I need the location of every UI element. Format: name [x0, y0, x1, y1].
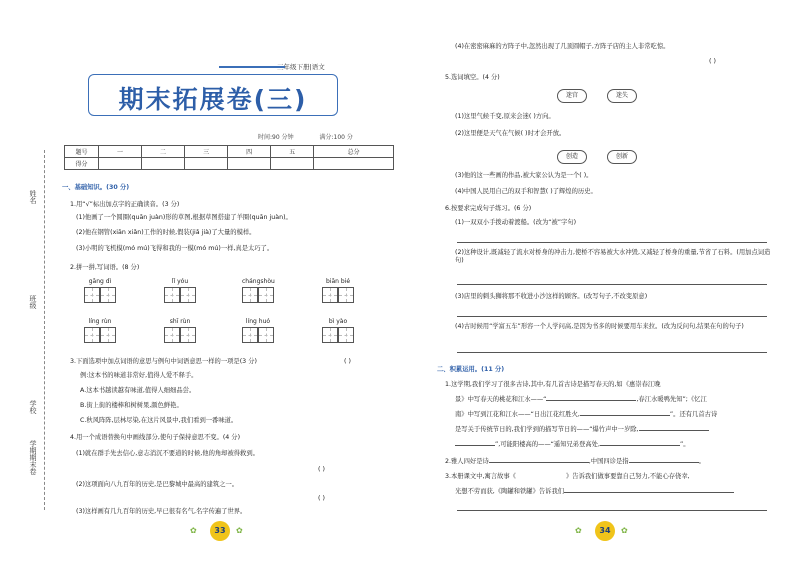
- write-box[interactable]: [100, 327, 116, 343]
- question-3: 3.下面选项中加点词语的意思与例句中词语意思一样的一项是(3 分): [70, 358, 257, 365]
- fill-blank[interactable]: [580, 415, 670, 416]
- title-ornament: [219, 66, 285, 72]
- pinyin-label: bì yào: [328, 318, 348, 325]
- text-span: 》告诉我们做事要靠自己努力,不能心存侥幸,: [565, 473, 690, 480]
- text-span: 是写关于传统节日的,我们学到的描写节日的——“爆竹声中一岁除,: [455, 426, 639, 433]
- score-input-cell[interactable]: [314, 158, 394, 170]
- pinyin-label: biān bié: [325, 278, 351, 285]
- score-cell: 五: [271, 146, 314, 158]
- question-4: 4.用一个成语替换句中画线部分,使句子保持意思不变。(4 分): [70, 434, 241, 441]
- write-box[interactable]: [242, 327, 258, 343]
- question-3-example: 例:这本书的味道非常好,值得人爱不释手。: [80, 372, 198, 379]
- fill-blank[interactable]: [639, 430, 709, 431]
- question-6-2: (2)这种设计,既减轻了流水对桥身的冲击力,使桥不容易被大水冲毁,又减轻了桥身的重量,节省了石料。(用加点词造句): [455, 249, 771, 264]
- question-6: 6.按要求完成句子练习。(6 分): [445, 205, 532, 212]
- score-table-row: [65, 158, 394, 170]
- text-span: 光想不劳而获,《陶罐和铁罐》告诉我们: [455, 488, 565, 495]
- write-box[interactable]: [100, 287, 116, 303]
- page-number: 33: [210, 521, 230, 541]
- question-1-3: (3)小明的飞机模(mó mú)飞得和我的一模(mó mú)一样,真是太巧了。: [76, 245, 274, 252]
- text-span: 3.本册课文中,寓言故事《: [445, 473, 516, 480]
- pinyin-grid: [164, 318, 196, 343]
- question-4-3: (3)这样画有几九百年的历史,早已很有名气,名字传遍了世界。: [76, 508, 247, 515]
- text-span: ”,可能阳楼高的——“遥知兄弟登高处,: [495, 441, 600, 448]
- accum-3-line-2: [455, 488, 734, 496]
- score-input-cell[interactable]: [271, 158, 314, 170]
- score-cell: 总分: [314, 146, 394, 158]
- score-cell: 二: [142, 146, 185, 158]
- text-span: 景》中写春天的桃花和江水——“: [455, 396, 547, 403]
- text-span: ”。还有几首古诗: [669, 411, 718, 418]
- pinyin-grid: [242, 278, 275, 303]
- score-table-header: [65, 146, 394, 158]
- question-5-2: (2)这里便是天气在气候( )时才会开放。: [455, 130, 566, 137]
- score-cell: 题号: [65, 146, 99, 158]
- fill-blank[interactable]: [564, 492, 734, 493]
- write-box[interactable]: [322, 287, 338, 303]
- accum-1-line-4: [455, 426, 709, 434]
- name-label: 姓名: [29, 190, 37, 204]
- write-box[interactable]: [258, 327, 274, 343]
- write-box[interactable]: [84, 287, 100, 303]
- question-6-1: (1)一双双小手拨动着渡船。(改为“被”字句): [455, 219, 577, 226]
- write-box[interactable]: [338, 327, 354, 343]
- grade-tag: 三年级下册|语文: [277, 63, 325, 71]
- fill-blank[interactable]: [546, 400, 636, 401]
- question-2: 2.拼一拼,写词语。(8 分): [70, 264, 140, 271]
- score-input-cell[interactable]: [142, 158, 185, 170]
- score-table: [64, 145, 394, 170]
- accum-1-line-2: [455, 396, 707, 404]
- answer-line[interactable]: [457, 352, 767, 353]
- question-3-option-c[interactable]: C.秋风阵阵,层林尽染,在这片风景中,我们看到一番味道。: [80, 417, 238, 424]
- fill-blank[interactable]: [455, 445, 495, 446]
- title-banner: [88, 74, 338, 116]
- answer-line[interactable]: [457, 284, 767, 285]
- question-5-4: (4)中国人民用自己的双手和智慧( )了辉煌的历史。: [455, 188, 597, 195]
- accum-1-line-1: 1.这学期,我们学习了很多古诗,其中,有几首古诗是描写春天的,如《惠崇春江晚: [445, 381, 661, 388]
- score-input-cell[interactable]: [99, 158, 142, 170]
- exam-full-score: 满分:100 分: [319, 134, 353, 141]
- question-1-2: (2)他在钢管(xiān xiǎn)工作的时候,假装(jiǎ jià)了大量的模样。: [76, 229, 256, 236]
- accum-1-line-5: [455, 441, 690, 449]
- question-6-4: (4)古时候用“学富五车”形容一个人学问高,是因为书多的时候要用车来拉。(改为反问句,结果在句的句子): [455, 323, 744, 330]
- text-span: ,中国四诊是指: [588, 458, 629, 465]
- write-box[interactable]: [164, 287, 180, 303]
- question-6-3: (3)店里的刺头狮将那不收进小沙这样的顾客。(改写句子,不改变原意): [455, 293, 648, 300]
- pinyin-label: gāng dì: [88, 278, 112, 285]
- question-4-2: (2)这项面向八九百年的历史,是巴黎城中最高的建筑之一。: [76, 481, 239, 488]
- text-span: 南》中写到江花和江水——“日出江花红胜火,: [455, 411, 580, 418]
- score-input-cell[interactable]: [185, 158, 228, 170]
- score-cell: 得分: [65, 158, 99, 170]
- fill-blank[interactable]: [489, 462, 589, 463]
- question-5: 5.选词填空。(4 分): [445, 74, 500, 81]
- write-box[interactable]: [84, 327, 100, 343]
- answer-paren[interactable]: ( ): [318, 466, 325, 473]
- answer-paren[interactable]: ( ): [344, 358, 351, 365]
- question-5-1: (1)这里气候千变,原来会迷( )方向。: [455, 113, 555, 120]
- pinyin-label: líng huó: [245, 318, 271, 325]
- write-box[interactable]: [338, 287, 354, 303]
- pinyin-label: lǐ yóu: [171, 278, 189, 285]
- answer-line[interactable]: [457, 242, 767, 243]
- write-box[interactable]: [164, 327, 180, 343]
- write-box[interactable]: [242, 287, 258, 303]
- word-option: 迷失: [607, 89, 637, 103]
- pinyin-label: shī rùn: [169, 318, 191, 325]
- fill-blank[interactable]: [629, 462, 699, 463]
- flower-icon: ✿: [575, 526, 582, 535]
- binding-strip: [0, 0, 58, 562]
- question-3-option-b[interactable]: B.街上街的楼棒和树树果,颜色鲜艳。: [80, 402, 183, 409]
- score-cell: 三: [185, 146, 228, 158]
- answer-line[interactable]: [457, 510, 767, 511]
- question-4-4: (4)在密密麻麻的方阵子中,忽然出现了几顶圆帽子,方阵子店的主人非常吃惊。: [455, 43, 670, 50]
- class-label: 班级: [29, 295, 37, 309]
- school-label: 学校: [29, 400, 37, 414]
- question-1: 1.用“√”标出加点字的正确读音。(3 分): [70, 201, 180, 208]
- write-box[interactable]: [322, 327, 338, 343]
- exam-info: [258, 132, 377, 141]
- pinyin-grid: [164, 278, 196, 303]
- text-span: 。: [698, 458, 705, 465]
- score-cell: 四: [228, 146, 271, 158]
- pinyin-grid: [84, 278, 116, 303]
- score-cell: 一: [99, 146, 142, 158]
- question-3-option-a[interactable]: A.这本书越读越有味道,值得人细细品尝。: [80, 387, 196, 394]
- write-box[interactable]: [180, 287, 196, 303]
- flower-icon: ✿: [190, 526, 197, 535]
- page-number: 34: [595, 521, 615, 541]
- word-option: 创造: [557, 150, 587, 164]
- accum-2: [445, 458, 705, 466]
- score-input-cell[interactable]: [228, 158, 271, 170]
- pinyin-grid: [322, 318, 354, 343]
- pinyin-grid: [242, 318, 274, 343]
- accum-3-line-1: [445, 473, 690, 481]
- binding-line: [44, 150, 45, 510]
- exam-time: 时间:90 分钟: [258, 134, 294, 141]
- flower-icon: ✿: [236, 526, 243, 535]
- page-title: 期末拓展卷(三): [118, 85, 308, 114]
- section-2-heading: 二、积累运用。(11 分): [437, 366, 505, 373]
- pinyin-label: líng rùn: [88, 318, 112, 325]
- question-4-1: (1)就在群手先去信心,意志消沉不要道的时候,他的角却被得救到。: [76, 450, 259, 457]
- word-option: 迷宫: [557, 89, 587, 103]
- pinyin-grid: [84, 318, 116, 343]
- question-1-1: (1)他画了一个圆圈(quān juàn)形的草图,根据草图搭建了羊圈(quān juàn)。: [76, 214, 292, 221]
- accum-1-line-3: [455, 411, 717, 419]
- flower-icon: ✿: [621, 526, 628, 535]
- pinyin-grid: [322, 278, 354, 303]
- section-1-heading: 一、基础知识。(30 分): [62, 184, 130, 191]
- answer-line[interactable]: [457, 316, 767, 317]
- answer-paren[interactable]: ( ): [709, 58, 716, 65]
- text-span: 2.雅人四好是诗: [445, 458, 489, 465]
- fill-blank[interactable]: [600, 445, 680, 446]
- answer-paren[interactable]: ( ): [318, 495, 325, 502]
- write-box[interactable]: [258, 287, 274, 303]
- word-option: 创新: [607, 150, 637, 164]
- text-span: ,春江水暖鸭先知”;《忆江: [636, 396, 707, 403]
- write-box[interactable]: [180, 327, 196, 343]
- book-label: 学期期末卷: [29, 440, 37, 475]
- question-5-3: (3)他的这一些画的作品,被大家公认为是一个( )。: [455, 172, 593, 179]
- text-span: ”。: [679, 441, 690, 448]
- pinyin-label: chángshòu: [242, 278, 275, 285]
- right-page: [397, 0, 794, 562]
